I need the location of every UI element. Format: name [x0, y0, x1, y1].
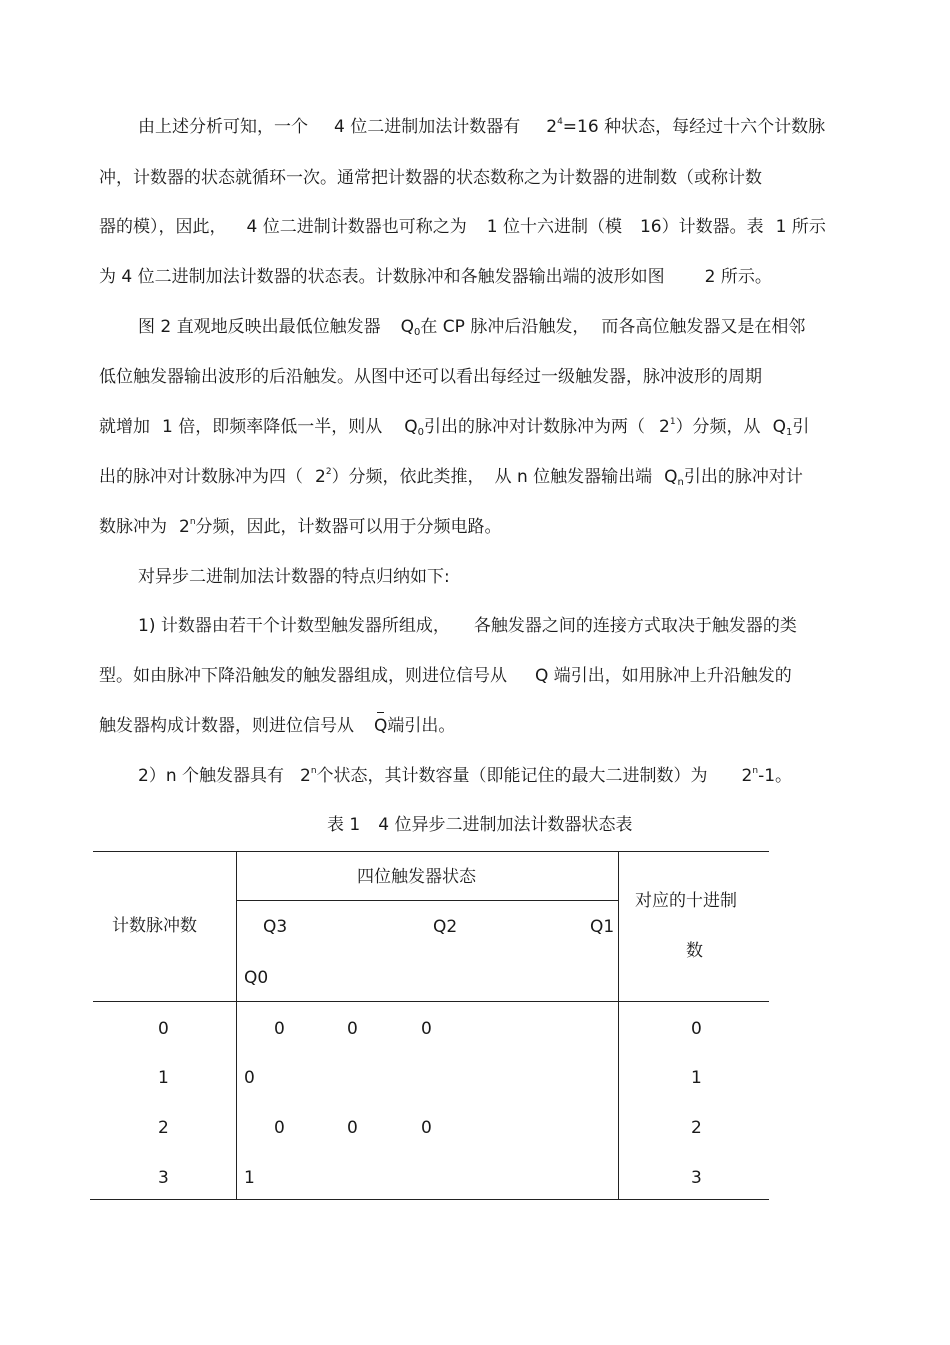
table-col-divider-2 — [618, 851, 619, 1200]
p1-line3: 器的模），因此， 4 位二进制计数器也可称之为 1 位十六进制（模 16）计数器。表 1 所示 — [99, 217, 826, 237]
header-q1: Q1 — [590, 917, 615, 937]
header-decimal-line1: 对应的十进制 — [635, 891, 737, 911]
table-header-bottom — [93, 1001, 769, 1002]
table-row-2-c: 0 — [421, 1118, 432, 1138]
p3-line: 对异步二进制加法计数器的特点归纳如下: — [138, 567, 450, 587]
header-q0: Q0 — [244, 968, 269, 988]
header-decimal-line2: 数 — [686, 941, 703, 961]
table-caption: 表 1 4 位异步二进制加法计数器状态表 — [327, 815, 633, 835]
p2-line4: 出的脉冲对计数脉冲为四（ $2^2$）分频，依此类推， 从 n 位触发器输出端 $Q_n$引出的脉冲对计 — [99, 467, 803, 488]
header-q3: Q3 — [263, 917, 288, 937]
item1-line3: 触发器构成计数器，则进位信号从 Q端引出。 — [99, 716, 456, 736]
table-row-1-first: 0 — [244, 1068, 255, 1088]
table-row-0-dec: 0 — [691, 1019, 702, 1039]
table-row-0-b: 0 — [347, 1019, 358, 1039]
p2-line2: 低位触发器输出波形的后沿触发。从图中还可以看出每经过一级触发器，脉冲波形的周期 — [99, 367, 762, 387]
table-row-1-count: 1 — [158, 1068, 169, 1088]
p2-line3: 就增加 1 倍，即频率降低一半，则从 $Q_0$引出的脉冲对计数脉冲为两（ $2^1$）分频，从 $Q_1$引 — [99, 417, 810, 438]
p2-line5: 数脉冲为 2$^n$分频，因此，计数器可以用于分频电路。 — [99, 517, 502, 537]
table-col-divider-1 — [236, 851, 237, 1200]
table-row-3-count: 3 — [158, 1168, 169, 1188]
table-group-divider — [236, 900, 618, 901]
item1-line2: 型。如由脉冲下降沿触发的触发器组成，则进位信号从 Q 端引出，如用脉冲上升沿触发的 — [99, 666, 792, 686]
table-top-border — [93, 851, 769, 852]
table-row-3-first: 1 — [244, 1168, 255, 1188]
header-pulse-count: 计数脉冲数 — [112, 916, 197, 936]
table-row-2-count: 2 — [158, 1118, 169, 1138]
table-row-0-c: 0 — [421, 1019, 432, 1039]
item2-line: 2）n 个触发器具有 2$^n$个状态，其计数容量（即能记住的最大二进制数）为 2$^n$-1。 — [138, 766, 793, 786]
item1-line1: 1) 计数器由若干个计数型触发器所组成， 各触发器之间的连接方式取决于触发器的类 — [138, 616, 797, 636]
table-bottom-border — [90, 1199, 769, 1200]
table-row-2-dec: 2 — [691, 1118, 702, 1138]
header-q2: Q2 — [433, 917, 458, 937]
table-row-1-dec: 1 — [691, 1068, 702, 1088]
table-row-0-count: 0 — [158, 1019, 169, 1039]
table-row-3-dec: 3 — [691, 1168, 702, 1188]
p2-line1: 图 2 直观地反映出最低位触发器 $Q_0$在 CP 脉冲后沿触发， 而各高位触发器又是在相邻 — [138, 317, 806, 338]
p1-line4: 为 4 位二进制加法计数器的状态表。计数脉冲和各触发器输出端的波形如图 2 所示。 — [99, 267, 772, 287]
q-bar-symbol: Q — [374, 716, 388, 736]
table-row-0-a: 0 — [274, 1019, 285, 1039]
p1-line1: 由上述分析可知，一个 4 位二进制加法计数器有 $2^4=16$ 种状态，每经过十六个计数脉 — [138, 117, 826, 137]
table-row-2-b: 0 — [347, 1118, 358, 1138]
header-group: 四位触发器状态 — [357, 867, 476, 887]
table-row-2-a: 0 — [274, 1118, 285, 1138]
p1-line2: 冲，计数器的状态就循环一次。通常把计数器的状态数称之为计数器的进制数（或称计数 — [99, 168, 762, 188]
